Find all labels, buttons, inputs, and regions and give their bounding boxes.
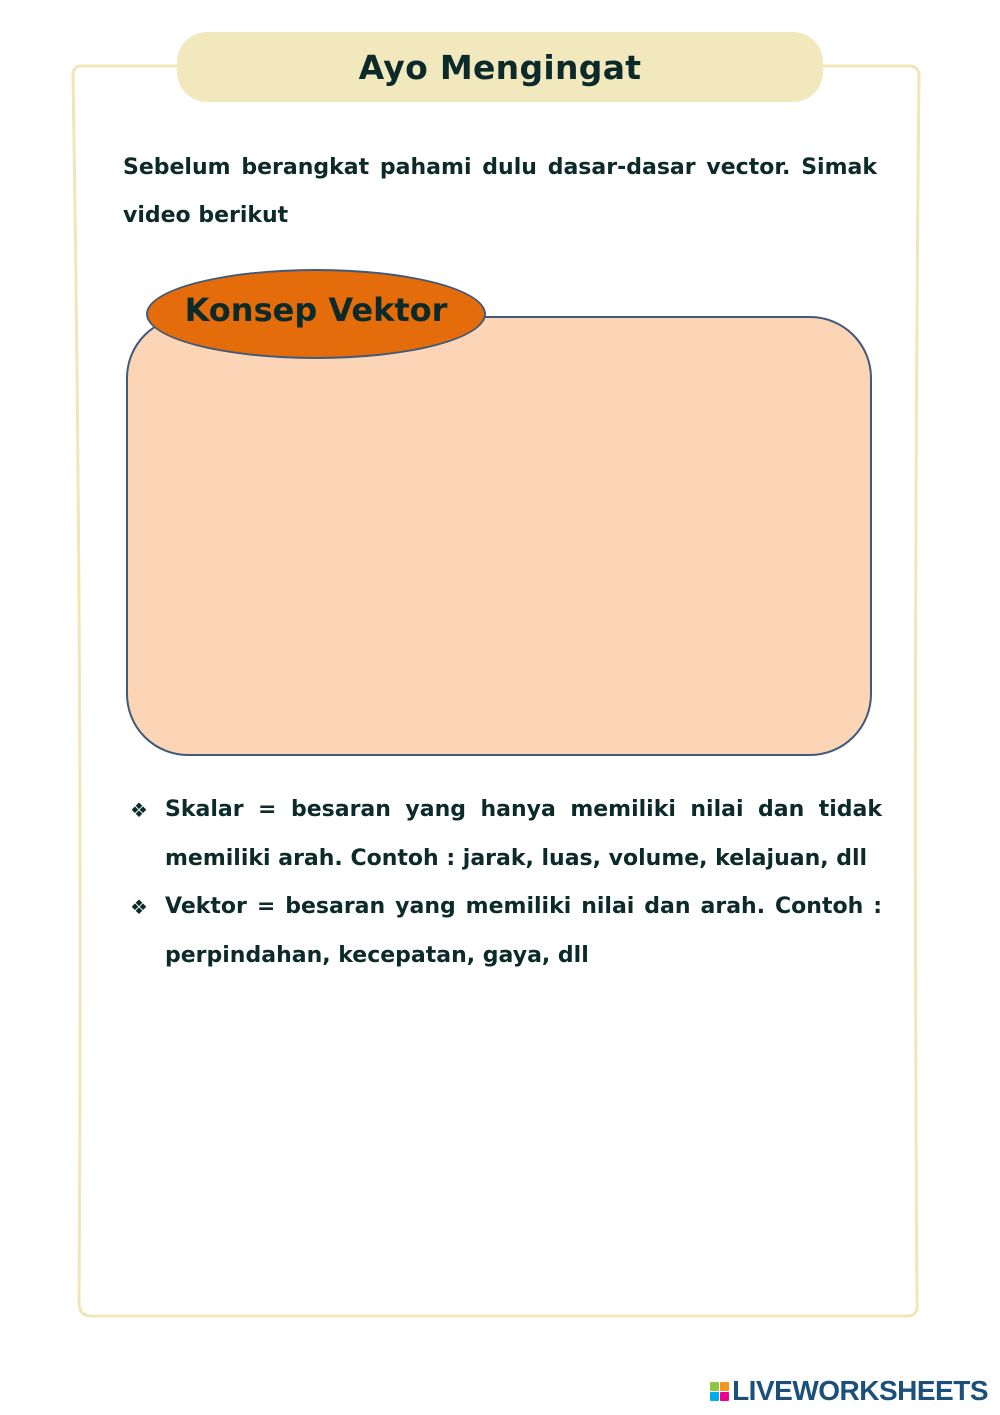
concept-label-text: Konsep Vektor	[184, 291, 448, 329]
diamond-bullet-icon: ❖	[130, 894, 148, 919]
page-title: Ayo Mengingat	[358, 47, 642, 87]
list-item	[128, 883, 882, 980]
definition-list	[128, 786, 882, 980]
liveworksheets-logo-icon	[710, 1382, 729, 1401]
definition-text-scalar: Skalar = besaran yang hanya memiliki nilai dan tidak memiliki arah. Contoh : jarak, luas, volume, kelajuan, dll	[165, 797, 882, 871]
definition-text-vector: Vektor = besaran yang memiliki nilai dan arah. Contoh : perpindahan, kecepatan, gaya, dll	[165, 894, 882, 968]
intro-paragraph: Sebelum berangkat pahami dulu dasar-dasar vector. Simak video berikut	[123, 155, 877, 228]
video-embed-area[interactable]	[126, 316, 872, 756]
title-banner	[177, 32, 823, 102]
diamond-bullet-icon: ❖	[130, 797, 148, 822]
brand-name: LIVEWORKSHEETS	[732, 1375, 988, 1406]
concept-label-badge	[146, 269, 486, 359]
list-item	[128, 786, 882, 883]
brand-watermark[interactable]	[710, 1374, 988, 1408]
